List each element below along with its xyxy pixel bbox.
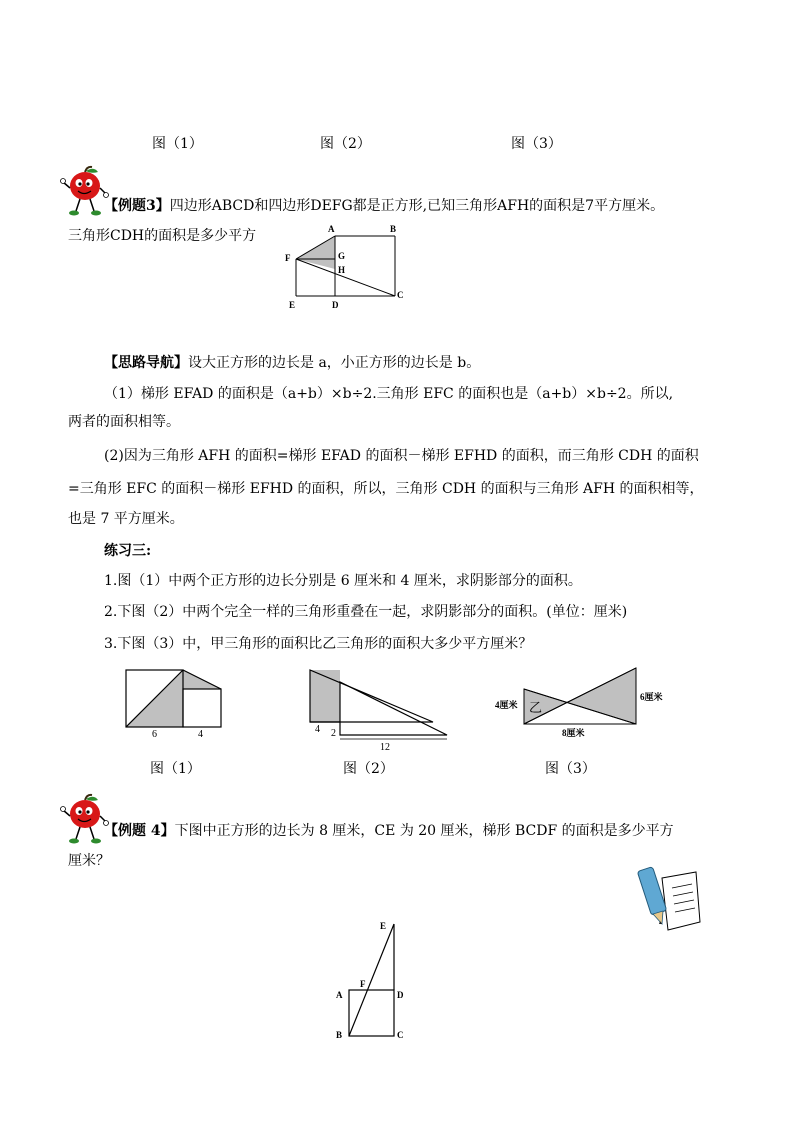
fig2-label-4: 4 [315, 724, 320, 735]
guide-p1-line1: （1）梯形 EFAD 的面积是（a+b）×b÷2.三角形 EFC 的面积也是（a+b）×b÷2。所以, [104, 386, 674, 402]
ex4-label-c: C [397, 1030, 404, 1040]
label-b: B [390, 224, 397, 234]
label-h: H [338, 265, 346, 275]
top-caption-2: 图（2） [320, 136, 371, 152]
ex4-label-d: D [397, 990, 404, 1000]
label-f: F [285, 253, 291, 263]
label-a: A [328, 224, 335, 234]
practice-figure-3 [490, 662, 680, 742]
apple-mascot-icon-2 [60, 794, 110, 846]
example4-tag: 【例题 4】 [104, 823, 175, 839]
example4-figure [330, 918, 420, 1044]
practice-caption-2: 图（2） [343, 761, 394, 777]
top-caption-1: 图（1） [152, 136, 203, 152]
fig2-label-2: 2 [331, 728, 336, 739]
example4-line1 [104, 821, 674, 841]
example3-text2: 三角形CDH的面积是多少平方 [68, 228, 257, 244]
label-c: C [397, 290, 404, 300]
guide-p2-line1: (2)因为三角形 AFH 的面积=梯形 EFAD 的面积－梯形 EFHD 的面积，而三角形 CDH 的面积 [104, 448, 699, 464]
example4-text2: 厘米？ [68, 853, 110, 869]
ex4-label-f: F [360, 979, 366, 989]
top-caption-3: 图（3） [511, 136, 562, 152]
fig3-label-right: 6厘米 [640, 692, 663, 702]
label-g: G [338, 251, 346, 261]
example3-line1 [104, 196, 664, 216]
example4-text1: 下图中正方形的边长为 8 厘米，CE 为 20 厘米，梯形 BCDF 的面积是多少平方 [174, 823, 674, 839]
practice-q1: 1.图（1）中两个正方形的边长分别是 6 厘米和 4 厘米，求阴影部分的面积。 [104, 573, 582, 589]
shaded-triangle-afh [296, 236, 335, 269]
fig3-label-bottom: 8厘米 [562, 728, 585, 738]
fig2-label-12: 12 [380, 742, 390, 753]
pencil-paper-icon [634, 864, 704, 936]
apple-mascot-icon [60, 166, 110, 218]
guide-intro-line [104, 353, 480, 373]
ex4-label-a: A [336, 990, 343, 1000]
practice-q3: 3.下图（3）中，甲三角形的面积比乙三角形的面积大多少平方厘米？ [104, 636, 533, 652]
guide-p2-line3: 也是 7 平方厘米。 [68, 511, 184, 527]
practice-caption-3: 图（3） [545, 761, 596, 777]
fig1-label-6: 6 [152, 729, 157, 740]
practice-q2: 2.下图（2）中两个完全一样的三角形重叠在一起，求阴影部分的面积。(单位：厘米) [104, 604, 628, 620]
guide-intro: 设大正方形的边长是 a，小正方形的边长是 b。 [188, 355, 481, 371]
guide-p2-line2: =三角形 EFC 的面积－梯形 EFHD 的面积，所以，三角形 CDH 的面积与三角形 AFH 的面积相等， [68, 481, 704, 497]
practice-figure-1 [120, 662, 230, 742]
example3-figure [280, 222, 410, 314]
practice-title: 练习三: [104, 543, 152, 559]
guide-tag: 【思路导航】 [104, 355, 188, 371]
fig3-label-left: 4厘米 [495, 700, 518, 710]
fig3-label-yi: 乙 [529, 700, 543, 715]
ex4-label-b: B [336, 1030, 343, 1040]
label-e: E [289, 300, 296, 310]
guide-p1-line2: 两者的面积相等。 [68, 414, 180, 430]
practice-figure-2 [305, 662, 455, 754]
fig1-label-4: 4 [198, 729, 203, 740]
fig2-shaded [310, 670, 340, 722]
label-d: D [332, 300, 339, 310]
ex4-label-e: E [380, 921, 387, 931]
example3-tag: 【例题3】 [104, 198, 170, 214]
example3-text1: 四边形ABCD和四边形DEFG都是正方形,已知三角形AFH的面积是7平方厘米。 [169, 198, 665, 214]
practice-caption-1: 图（1） [150, 761, 201, 777]
